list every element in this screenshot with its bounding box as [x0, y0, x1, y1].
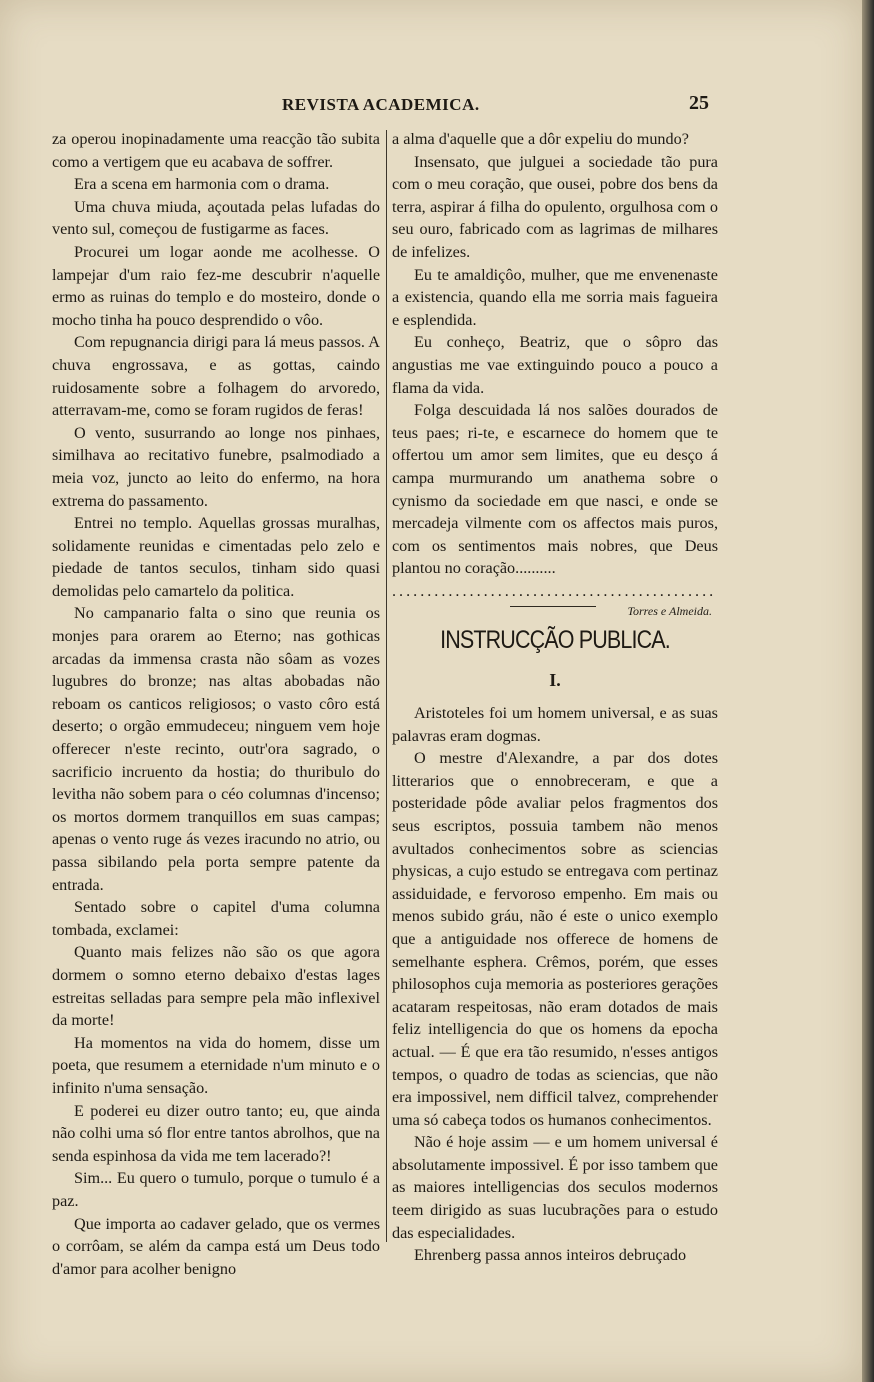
paragraph: Com repugnancia dirigi para lá meus passos. A chuva engrossava, e as gottas, caindo ruidosamente sobre a folhagem do arvoredo, atterravam-me, como se foram rugidos de feras!	[52, 333, 380, 420]
paragraph: Ehrenberg passa annos inteiros debruçado	[414, 1246, 687, 1265]
paragraph: E poderei eu dizer outro tanto; eu, que ainda não colhi uma só flor entre tantos abrolhos, que na senda espinhosa da vida me tem lacerado?!	[52, 1101, 380, 1165]
section-numeral: I.	[549, 670, 561, 690]
paragraph: Que importa ao cadaver gelado, que os vermes o corrôam, se além da campa está um Deus todo d'amor para acolher benigno	[52, 1214, 380, 1278]
column-divider	[386, 130, 387, 1242]
paragraph: Eu te amaldiçôo, mulher, que me envenenaste a existencia, quando ella me sorria mais fagueira e esplendida.	[392, 265, 718, 329]
paragraph: Uma chuva miuda, açoutada pelas lufadas do vento sul, começou de fustigarme as faces.	[52, 197, 380, 239]
paragraph: Ha momentos na vida do homem, disse um poeta, que resumem a eternidade n'um minuto e o infinito n'uma sensação.	[52, 1033, 380, 1097]
paragraph: Era a scena em harmonia com o drama.	[74, 175, 330, 194]
page-header-title: REVISTA ACADEMICA.	[282, 95, 480, 114]
paragraph: Procurei um logar aonde me acolhesse. O lampejar d'um raio fez-me descubrir n'aquelle ermo as ruinas do templo e do mosteiro, donde o mocho tinha ha pouco desprendido o vôo.	[52, 242, 380, 329]
paragraph: Entrei no templo. Aquellas grossas muralhas, solidamente reunidas e cimentadas pelo zelo e piedade de tantos seculos, tinham sido quasi demolidas pelo camartelo da politica.	[52, 514, 380, 600]
paragraph: Não é hoje assim — e um homem universal é absolutamente impossivel. É por isso tambem que as maiores intelligencias dos seculos modernos teem dirigido as suas lucubrações para o estudo das especialidades.	[392, 1133, 718, 1242]
right-column-section	[392, 702, 718, 1267]
paragraph: Folga descuidada lá nos salões dourados de teus paes; ri-te, e escarnece do homem que te offertou um amor sem limites, que eu desço á campa murmurando um anathema sobre o cynismo da sociedade em que nasci, e onde se mercadeja vilmente com os affectos mais puros, com os sentimentos mais nobres, que Deus plantou no coração..........	[392, 401, 718, 578]
paragraph: O mestre d'Alexandre, a par dos dotes litterarios que o ennobreceram, e que a posteridade pôde avaliar pelos fragmentos dos seus escriptos, possuia tambem não menos avultados conhecimentos sobre as sciencias physicas, a cujo estudo se entregava com pertinaz assiduidade, e fervoroso empenho. Em mais ou menos subido gráu, não é este o unico exemplo que a antiguidade nos offerece de homens de semelhante esphera. Crêmos, porém, que esses philosophos cuja memoria as posteriores gerações acataram respeitosas, não eram dotados de mais feliz intelligencia do que os homens da epocha actual. — É que era tão resumido, n'esses antigos tempos, o quadro de todas as sciencias, que não era impossivel, nem difficil talvez, comprehender uma só cabeça todos os humanos conhecimentos.	[392, 749, 718, 1129]
page-number: 25	[689, 92, 709, 114]
paragraph: Quanto mais felizes não são os que agora dormem o somno eterno debaixo d'estas lages estreitas selladas para sempre pela mão inflexivel da morte!	[52, 943, 380, 1030]
paragraph: Insensato, que julguei a sociedade tão pura com o meu coração, que ousei, pobre dos bens da terra, aspirar á filha do opulento, orgulhosa com o seu ouro, fabricado com as lagrimas de milhares de infelizes.	[392, 152, 718, 261]
paragraph: Sim... Eu quero o tumulo, porque o tumulo é a paz.	[52, 1169, 380, 1210]
paragraph: Aristoteles foi um homem universal, e as suas palavras eram dogmas.	[392, 704, 718, 745]
right-column-story	[392, 128, 718, 620]
section-title: INSTRUCÇÃO PUBLICA.	[440, 626, 670, 654]
page-edge-shadow	[862, 0, 874, 1382]
dotted-line: ..............................................	[392, 581, 717, 600]
paragraph: Sentado sobre o capitel d'uma columna tombada, exclamei:	[52, 898, 380, 939]
left-column	[52, 128, 380, 1280]
paragraph: No campanario falta o sino que reunia os monjes para orarem ao Eterno; nas gothicas arcadas da immensa crasta não sôam as vozes lugubres do bronze; nas altas abobadas não reboam os canticos religiosos; o vasto côro está deserto; o orgão emmudeceu; ninguem vem hoje offerecer n'este recinto, outr'ora sagrado, o sacrificio incruento da hostia; do thuribulo do levitha não sobem para o céo columnas d'incenso; os mortos dormem tranquillos em suas campas; apenas o vento ruge ás vezes iracundo no atrio, ou passa sibilando pela porta sempre patente da entrada.	[52, 604, 380, 894]
paragraph: za operou inopinadamente uma reacção tão subita como a vertigem que eu acabava de soffrer.	[52, 130, 380, 171]
author-signature: Torres e Almeida.	[627, 604, 712, 619]
section-separator	[510, 606, 596, 607]
paragraph: a alma d'aquelle que a dôr expeliu do mundo?	[392, 130, 689, 148]
paragraph: O vento, susurrando ao longe nos pinhaes, similhava ao recitativo funebre, psalmodiado a meia voz, juncto ao leito do enfermo, na hora extrema do passamento.	[52, 423, 380, 510]
paragraph: Eu conheço, Beatriz, que o sôpro das angustias me vae extinguindo pouco a pouco a flama da vida.	[392, 333, 718, 397]
